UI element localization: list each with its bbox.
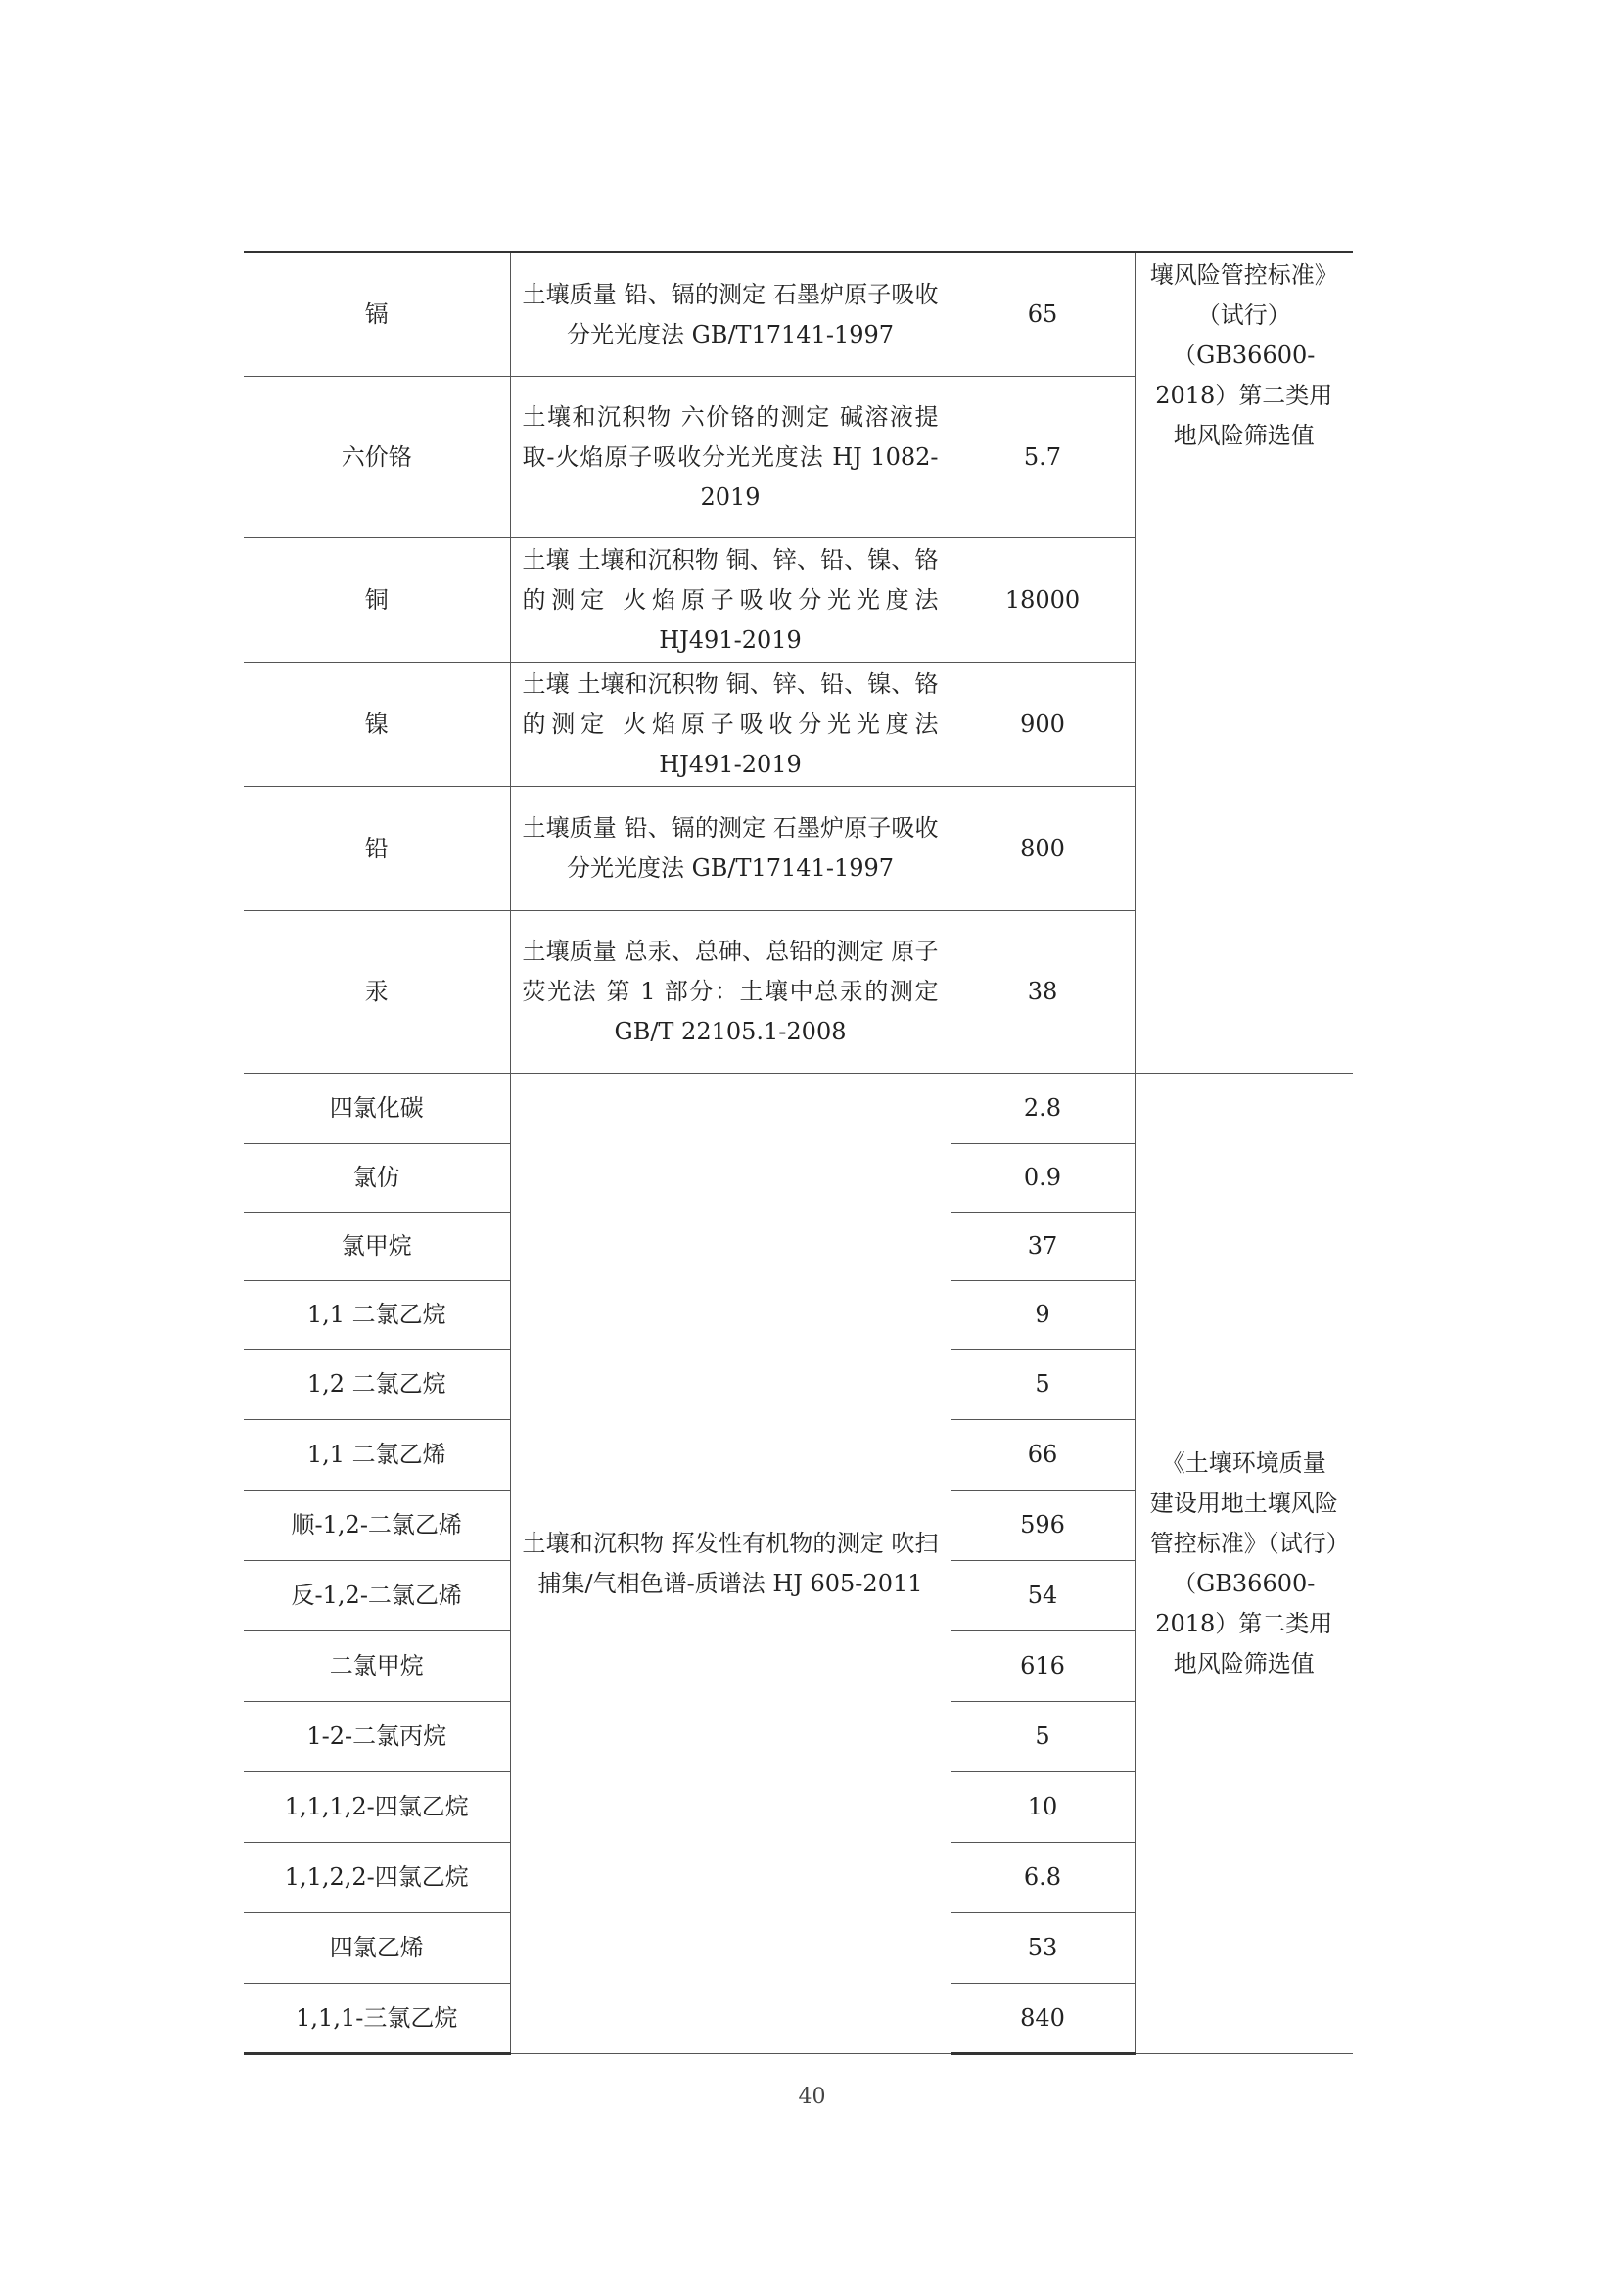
value-cell: 18000 bbox=[951, 538, 1135, 663]
method-cell: 土壤 土壤和沉积物 铜、锌、铅、镍、铬的测定 火焰原子吸收分光光度法 HJ491-2019 bbox=[510, 538, 951, 663]
value-cell: 65 bbox=[951, 253, 1135, 377]
value-cell: 840 bbox=[951, 1984, 1135, 2054]
item-cell: 铜 bbox=[244, 538, 510, 663]
item-cell: 顺-1,2-二氯乙烯 bbox=[244, 1491, 510, 1561]
item-cell: 1,1 二氯乙烯 bbox=[244, 1420, 510, 1491]
value-cell: 9 bbox=[951, 1281, 1135, 1350]
item-cell: 1,1,1,2-四氯乙烷 bbox=[244, 1772, 510, 1843]
item-cell: 1,1,1-三氯乙烷 bbox=[244, 1984, 510, 2054]
basis-cell: 《土壤环境质量 建设用地土壤风险管控标准》（试行）（GB36600-2018）第二类用地风险筛选值 bbox=[1135, 1074, 1353, 2054]
item-cell: 反-1,2-二氯乙烯 bbox=[244, 1561, 510, 1631]
value-cell: 53 bbox=[951, 1913, 1135, 1984]
value-cell: 5 bbox=[951, 1350, 1135, 1420]
item-cell: 六价铬 bbox=[244, 377, 510, 538]
value-cell: 900 bbox=[951, 663, 1135, 787]
item-cell: 四氯乙烯 bbox=[244, 1913, 510, 1984]
item-cell: 四氯化碳 bbox=[244, 1074, 510, 1144]
value-cell: 5 bbox=[951, 1702, 1135, 1772]
value-cell: 38 bbox=[951, 911, 1135, 1074]
item-cell: 汞 bbox=[244, 911, 510, 1074]
value-cell: 54 bbox=[951, 1561, 1135, 1631]
page-number: 40 bbox=[798, 2085, 826, 2109]
item-cell: 镉 bbox=[244, 253, 510, 377]
value-cell: 596 bbox=[951, 1491, 1135, 1561]
method-cell: 土壤和沉积物 六价铬的测定 碱溶液提取-火焰原子吸收分光光度法 HJ 1082-2019 bbox=[510, 377, 951, 538]
value-cell: 2.8 bbox=[951, 1074, 1135, 1144]
value-cell: 37 bbox=[951, 1213, 1135, 1281]
method-cell: 土壤质量 铅、镉的测定 石墨炉原子吸收分光光度法 GB/T17141-1997 bbox=[510, 253, 951, 377]
value-cell: 616 bbox=[951, 1631, 1135, 1702]
method-cell: 土壤质量 铅、镉的测定 石墨炉原子吸收分光光度法 GB/T17141-1997 bbox=[510, 787, 951, 911]
item-cell: 氯甲烷 bbox=[244, 1213, 510, 1281]
item-cell: 镍 bbox=[244, 663, 510, 787]
item-cell: 二氯甲烷 bbox=[244, 1631, 510, 1702]
value-cell: 6.8 bbox=[951, 1843, 1135, 1913]
value-cell: 800 bbox=[951, 787, 1135, 911]
item-cell: 1,2 二氯乙烷 bbox=[244, 1350, 510, 1420]
item-cell: 1-2-二氯丙烷 bbox=[244, 1702, 510, 1772]
value-cell: 66 bbox=[951, 1420, 1135, 1491]
table-row bbox=[244, 253, 1353, 377]
value-cell: 0.9 bbox=[951, 1144, 1135, 1213]
method-cell: 土壤 土壤和沉积物 铜、锌、铅、镍、铬的测定 火焰原子吸收分光光度法 HJ491-2019 bbox=[510, 663, 951, 787]
item-cell: 1,1 二氯乙烷 bbox=[244, 1281, 510, 1350]
table-row bbox=[244, 1074, 1353, 1144]
value-cell: 10 bbox=[951, 1772, 1135, 1843]
basis-cell: 壤风险管控标准》（试行）（GB36600-2018）第二类用地风险筛选值 bbox=[1135, 253, 1353, 1074]
item-cell: 1,1,2,2-四氯乙烷 bbox=[244, 1843, 510, 1913]
value-cell: 5.7 bbox=[951, 377, 1135, 538]
item-cell: 氯仿 bbox=[244, 1144, 510, 1213]
item-cell: 铅 bbox=[244, 787, 510, 911]
screening-standard-table bbox=[244, 251, 1353, 2055]
method-cell: 土壤质量 总汞、总砷、总铅的测定 原子荧光法 第 1 部分：土壤中总汞的测定 GB/T 22105.1-2008 bbox=[510, 911, 951, 1074]
method-cell: 土壤和沉积物 挥发性有机物的测定 吹扫捕集/气相色谱-质谱法 HJ 605-2011 bbox=[510, 1074, 951, 2054]
